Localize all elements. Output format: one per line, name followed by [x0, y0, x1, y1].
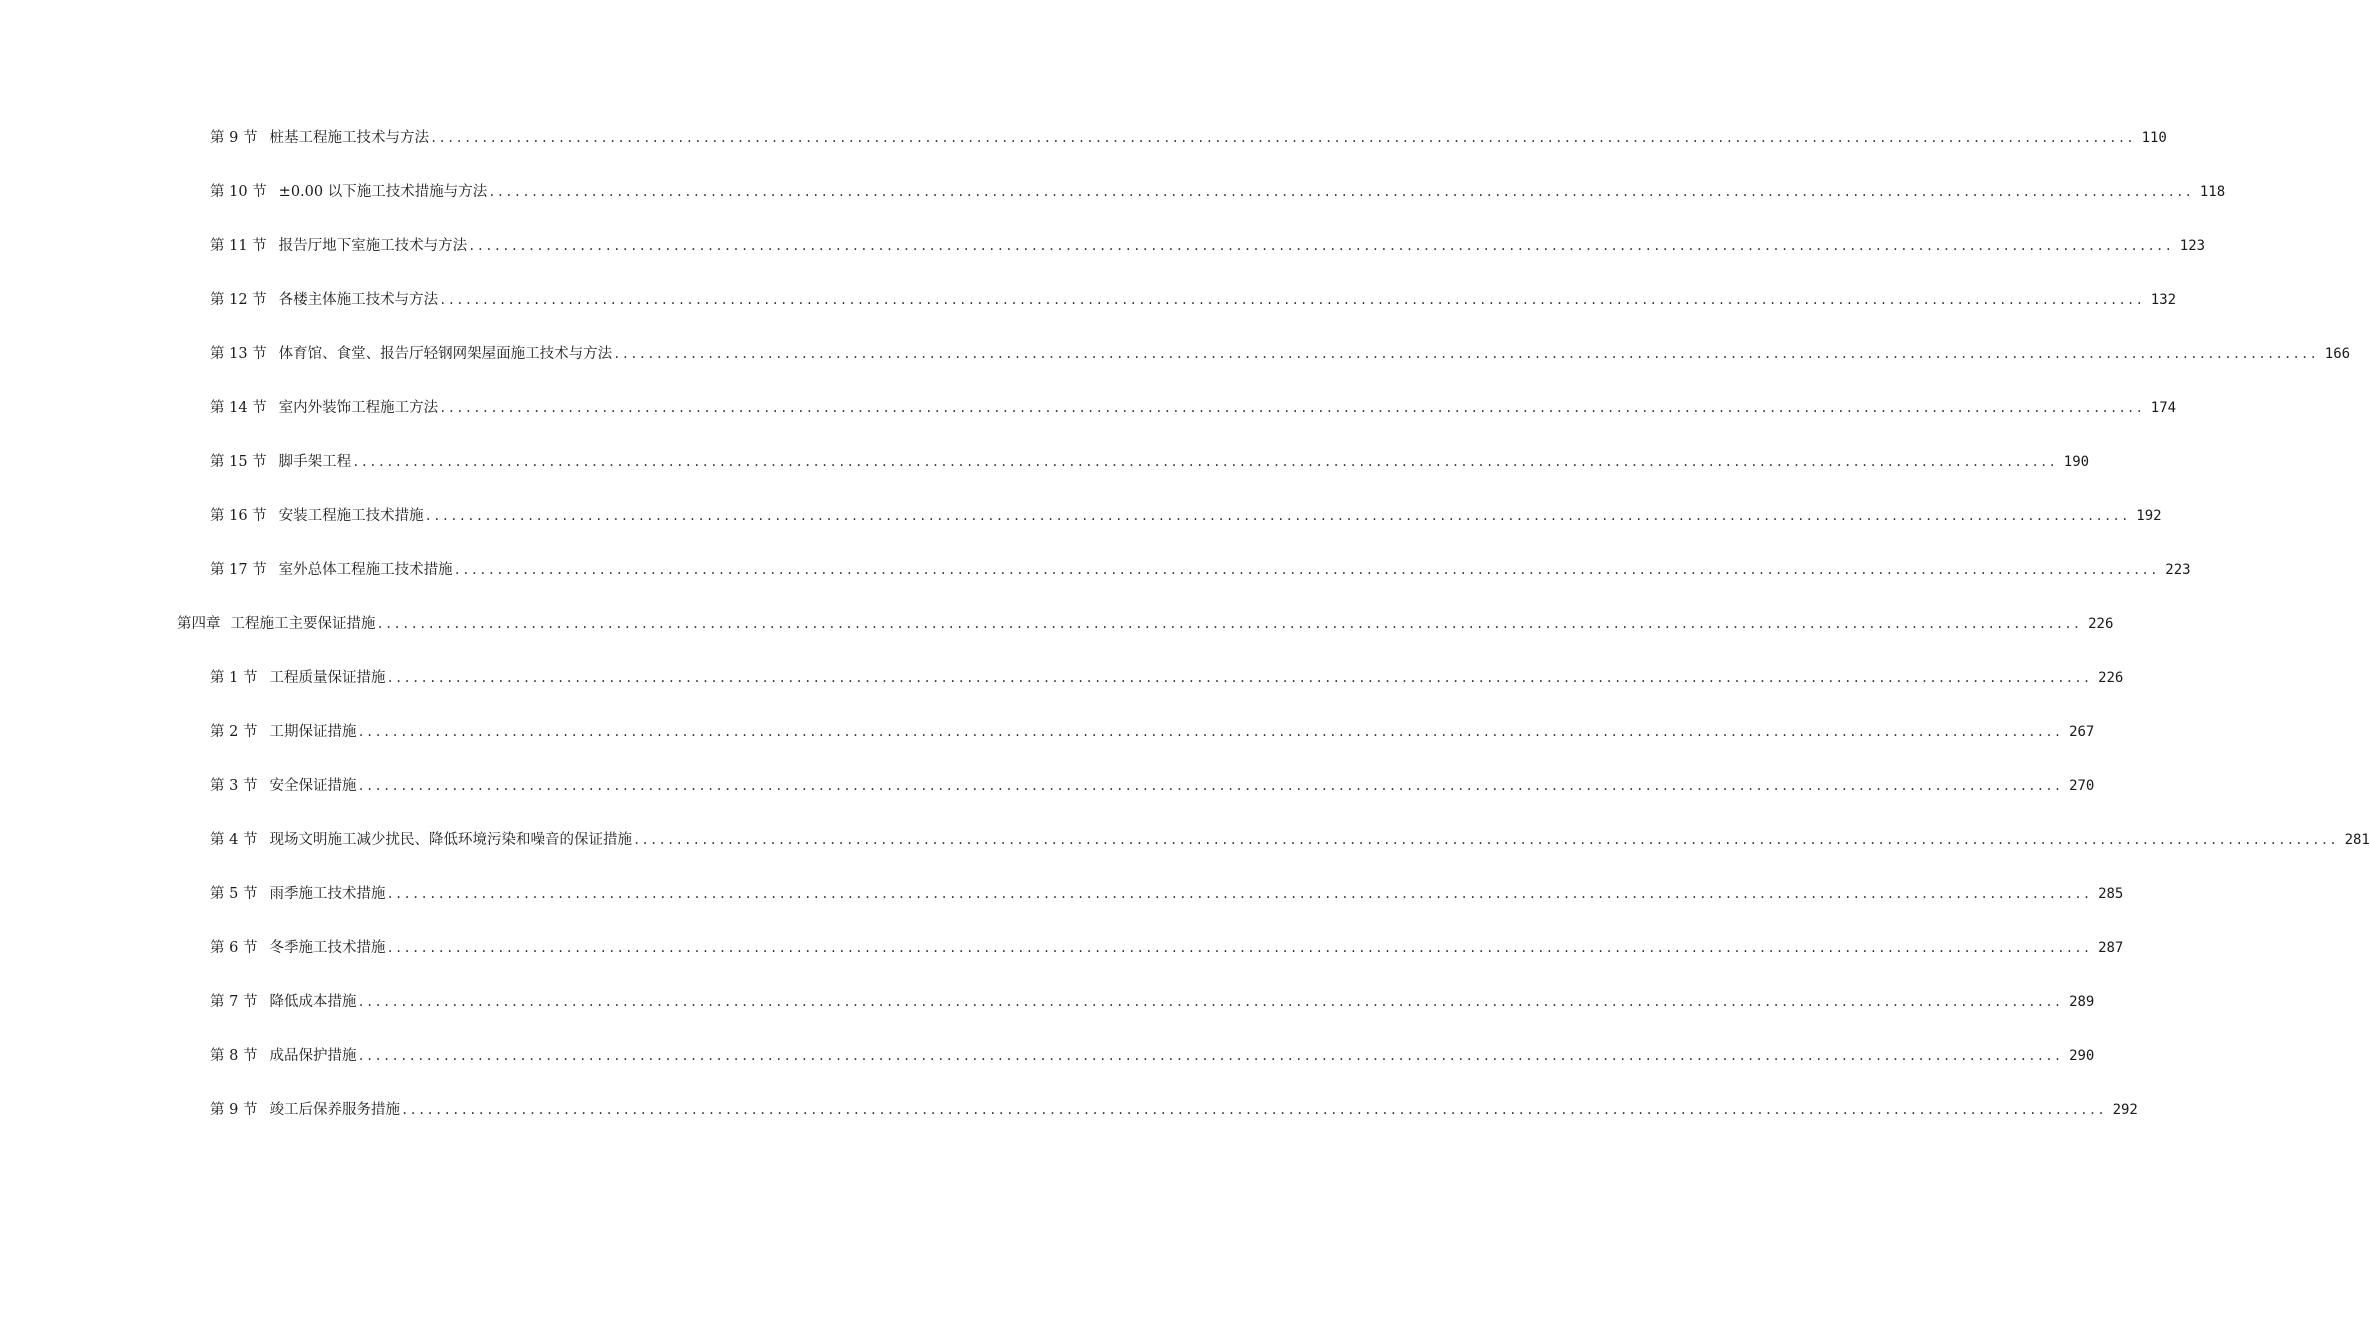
entry-title: 室外总体工程施工技术措施 [278, 562, 453, 578]
entry-number: 第 15 节 [210, 454, 267, 470]
entry-title: 竣工后保养服务措施 [269, 1102, 400, 1118]
dot-leader: ........................................................................................................................................................................................................ [357, 779, 2063, 793]
entry-title: 桩基工程施工技术与方法 [269, 130, 429, 146]
entry-title: 冬季施工技术措施 [269, 940, 386, 956]
entry-number: 第 10 节 [210, 184, 267, 200]
dot-leader: ........................................................................................................................................................................................................ [357, 725, 2063, 739]
dot-leader: ........................................................................................................................................................................................................ [439, 401, 2145, 415]
dot-leader: ........................................................................................................................................................................................................ [453, 563, 2159, 577]
dot-leader: ........................................................................................................................................................................................................ [386, 887, 2092, 901]
entry-page-number: 285 [2098, 886, 2124, 902]
entry-title: 成品保护措施 [269, 1048, 357, 1064]
entry-number: 第 13 节 [210, 346, 267, 362]
toc-entry-section-9-b[interactable] [0, 1098, 2138, 1152]
entry-page-number: 226 [2088, 616, 2114, 632]
dot-leader: ........................................................................................................................................................................................................ [386, 671, 2092, 685]
toc-entry-section-4[interactable] [0, 828, 2370, 882]
entry-title: 工程质量保证措施 [269, 670, 386, 686]
entry-page-number: 118 [2199, 184, 2226, 200]
entry-page-number: 292 [2112, 1102, 2138, 1118]
entry-title: 体育馆、食堂、报告厅轻钢网架屋面施工技术与方法 [278, 346, 613, 362]
entry-number: 第 1 节 [210, 670, 258, 686]
entry-page-number: 110 [2141, 130, 2167, 146]
entry-page-number: 290 [2069, 1048, 2095, 1064]
entry-title: 工程施工主要保证措施 [230, 616, 376, 632]
entry-title: 各楼主体施工技术与方法 [278, 292, 439, 308]
entry-number: 第 16 节 [210, 508, 267, 524]
dot-leader: ........................................................................................................................................................................................................ [400, 1103, 2106, 1117]
entry-title: 安装工程施工技术措施 [278, 508, 424, 524]
dot-leader: ........................................................................................................................................................................................................ [632, 833, 2338, 847]
entry-page-number: 223 [2165, 562, 2191, 578]
toc-entry-section-14[interactable] [0, 396, 2177, 450]
toc-entry-section-2[interactable] [0, 720, 2095, 774]
entry-page-number: 190 [2063, 454, 2090, 470]
entry-number: 第 3 节 [210, 778, 258, 794]
entry-title: ±0.00 以下施工技术措施与方法 [278, 184, 488, 200]
toc-entry-section-15[interactable] [0, 450, 2090, 504]
entry-title: 报告厅地下室施工技术与方法 [278, 238, 468, 254]
toc-entry-section-16[interactable] [0, 504, 2162, 558]
entry-page-number: 166 [2324, 346, 2351, 362]
toc-entry-section-10[interactable] [0, 180, 2226, 234]
dot-leader: ........................................................................................................................................................................................................ [613, 347, 2319, 361]
entry-number: 第 5 节 [210, 886, 258, 902]
entry-number: 第 11 节 [210, 238, 267, 254]
toc-entry-section-13[interactable] [0, 342, 2351, 396]
dot-leader: ........................................................................................................................................................................................................ [488, 185, 2194, 199]
toc-entry-section-11[interactable] [0, 234, 2206, 288]
entry-number: 第 6 节 [210, 940, 258, 956]
entry-title: 工期保证措施 [269, 724, 357, 740]
dot-leader: ........................................................................................................................................................................................................ [376, 617, 2082, 631]
entry-page-number: 192 [2136, 508, 2162, 524]
entry-number: 第 9 节 [210, 1102, 258, 1118]
dot-leader: ........................................................................................................................................................................................................ [352, 455, 2058, 469]
entry-title: 雨季施工技术措施 [269, 886, 386, 902]
entry-page-number: 132 [2150, 292, 2177, 308]
entry-title: 安全保证措施 [269, 778, 357, 794]
toc-entry-section-8[interactable] [0, 1044, 2095, 1098]
entry-number: 第 14 节 [210, 400, 267, 416]
entry-page-number: 123 [2179, 238, 2206, 254]
toc-entry-section-9[interactable] [0, 126, 2167, 180]
entry-number: 第 8 节 [210, 1048, 258, 1064]
entry-page-number: 174 [2150, 400, 2177, 416]
entry-number: 第 7 节 [210, 994, 258, 1010]
toc-entry-section-3[interactable] [0, 774, 2095, 828]
toc-entry-section-1[interactable] [0, 666, 2124, 720]
toc-entry-section-17[interactable] [0, 558, 2191, 612]
table-of-contents [0, 126, 2370, 1152]
entry-page-number: 267 [2069, 724, 2095, 740]
entry-page-number: 289 [2069, 994, 2095, 1010]
toc-entry-section-12[interactable] [0, 288, 2177, 342]
entry-page-number: 287 [2098, 940, 2124, 956]
entry-title: 室内外装饰工程施工方法 [278, 400, 439, 416]
dot-leader: ........................................................................................................................................................................................................ [386, 941, 2092, 955]
dot-leader: ........................................................................................................................................................................................................ [424, 509, 2130, 523]
entry-title: 降低成本措施 [269, 994, 357, 1010]
entry-title: 脚手架工程 [278, 454, 352, 470]
entry-number: 第 17 节 [210, 562, 267, 578]
toc-entry-section-7[interactable] [0, 990, 2095, 1044]
entry-number: 第 4 节 [210, 832, 258, 848]
entry-number: 第四章 [177, 616, 221, 632]
dot-leader: ........................................................................................................................................................................................................ [357, 995, 2063, 1009]
entry-number: 第 12 节 [210, 292, 267, 308]
dot-leader: ........................................................................................................................................................................................................ [468, 239, 2174, 253]
dot-leader: ........................................................................................................................................................................................................ [429, 131, 2135, 145]
toc-entry-section-5[interactable] [0, 882, 2124, 936]
entry-title: 现场文明施工减少扰民、降低环境污染和噪音的保证措施 [269, 832, 632, 848]
toc-entry-section-6[interactable] [0, 936, 2124, 990]
dot-leader: ........................................................................................................................................................................................................ [357, 1049, 2063, 1063]
entry-page-number: 270 [2069, 778, 2095, 794]
entry-page-number: 226 [2098, 670, 2124, 686]
entry-page-number: 281 [2344, 832, 2370, 848]
toc-entry-chapter-4[interactable] [0, 612, 2114, 666]
dot-leader: ........................................................................................................................................................................................................ [439, 293, 2145, 307]
entry-number: 第 9 节 [210, 130, 258, 146]
entry-number: 第 2 节 [210, 724, 258, 740]
